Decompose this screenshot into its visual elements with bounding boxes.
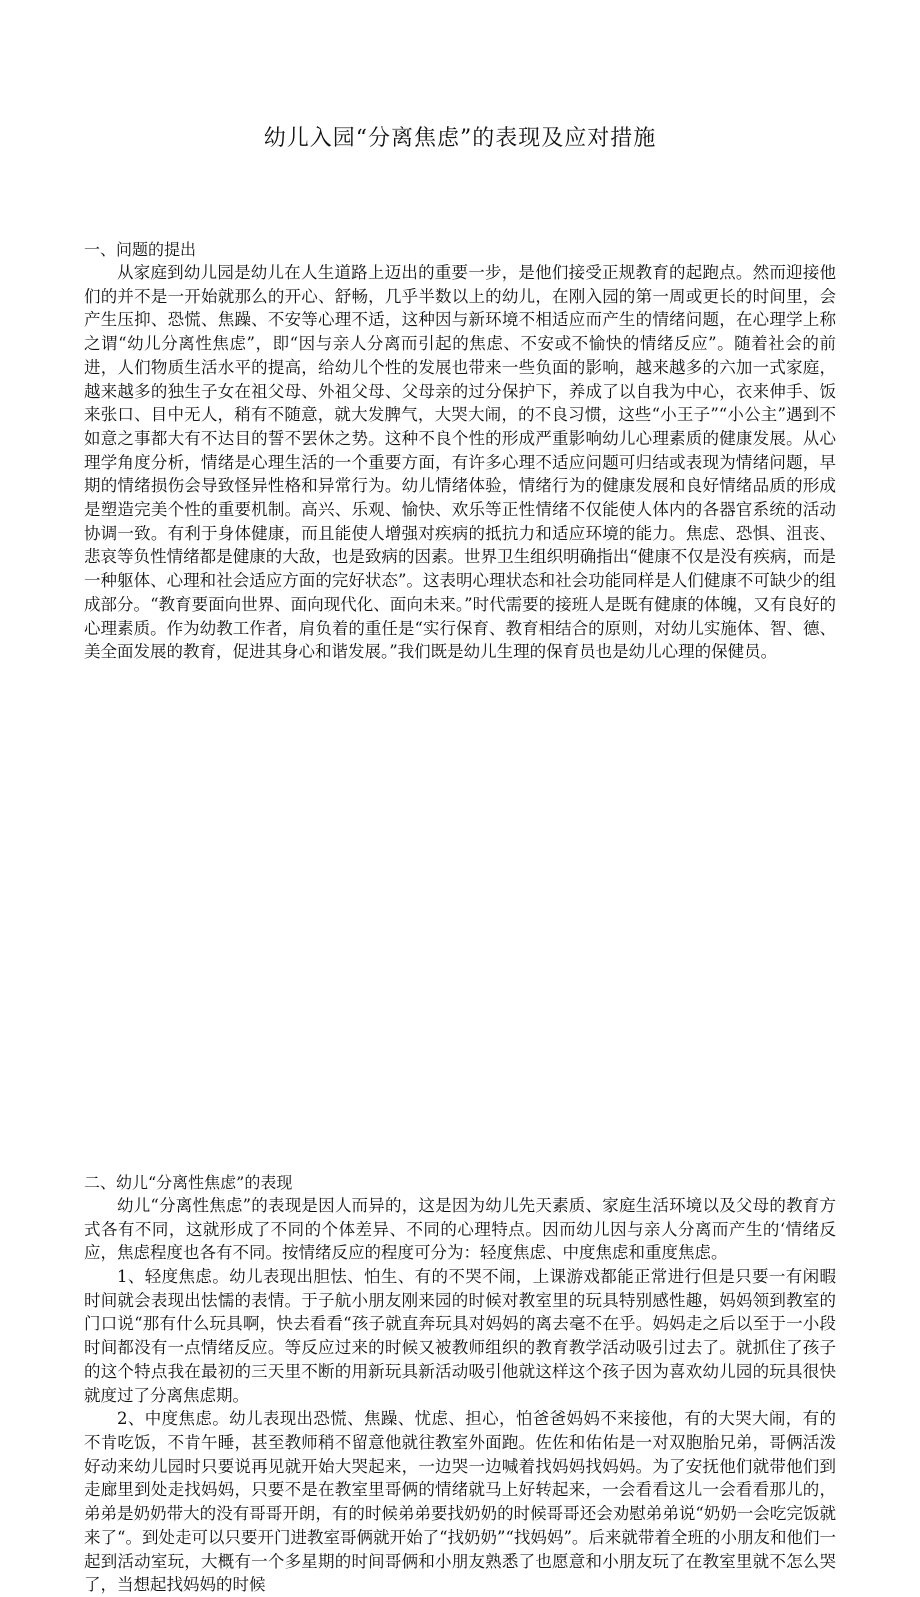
section-manifestation [84,1171,836,1597]
paragraph: 1、轻度焦虑。幼儿表现出胆怯、怕生、有的不哭不闹，上课游戏都能正常进行但是只要一有闲暇时间就会表现出怯懦的表情。于子航小朋友刚来园的时候对教室里的玩具特别感性趣，妈妈领到教室的门口说“那有什么玩具啊，快去看看“孩子就直奔玩具对妈妈的离去毫不在乎。妈妈走之后以至于一小段时间都没有一点情绪反应。等反应过来的时候又被教师组织的教育教学活动吸引过去了。就抓住了孩子的这个特点我在最初的三天里不断的用新玩具新活动吸引他就这样这个孩子因为喜欢幼儿园的玩具很快就度过了分离焦虑期。 [84,1267,836,1405]
section-heading: 一、问题的提出 [84,240,197,259]
paragraph: 2、中度焦虑。幼儿表现出恐慌、焦躁、忧虑、担心，怕爸爸妈妈不来接他，有的大哭大闹，有的不肯吃饭，不肯午睡，甚至教师稍不留意他就往教室外面跑。佐佐和佑佑是一对双胞胎兄弟，哥俩活泼好动来幼儿园时只要说再见就开始大哭起来，一边哭一边喊着找妈妈找妈妈。为了安抚他们就带他们到走廊里到处走找妈妈，只要不是在教室里哥俩的情绪就马上好转起来，一会看看这儿一会看看那儿的，弟弟是奶奶带大的没有哥哥开朗，有的时候弟弟要找奶奶的时候哥哥还会劝慰弟弟说“奶奶一会吃完饭就来了“。到处走可以只要开门进教室哥俩就开始了“找奶奶”“找妈妈”。后来就带着全班的小朋友和他们一起到活动室玩，大概有一个多星期的时间哥俩和小朋友熟悉了也愿意和小朋友玩了在教室里就不怎么哭了，当想起找妈妈的时候 [84,1409,836,1595]
document-page [84,0,836,1595]
paragraph: 幼儿“分离性焦虑”的表现是因人而异的，这是因为幼儿先天素质、家庭生活环境以及父母的教育方式各有不同，这就形成了不同的个体差异、不同的心理特点。因而幼儿因与亲人分离而产生的‘情绪反应，焦虑程度也各有不同。按情绪反应的程度可分为：轻度焦虑、中度焦虑和重度焦虑。 [84,1195,836,1263]
paragraph: 从家庭到幼儿园是幼儿在人生道路上迈出的重要一步，是他们接受正规教育的起跑点。然而迎接他们的并不是一开始就那么的开心、舒畅，几乎半数以上的幼儿，在刚入园的第一周或更长的时间里，会产生压抑、恐慌、焦躁、不安等心理不适，这种因与新环境不相适应而产生的情绪问题，在心理学上称之谓“幼儿分离性焦虑”，即“因与亲人分离而引起的焦虑、不安或不愉快的情绪反应”。随着社会的前进，人们物质生活水平的提高，给幼儿个性的发展也带来一些负面的影响，越来越多的六加一式家庭，越来越多的独生子女在祖父母、外祖父母、父母亲的过分保护下，养成了以自我为中心，衣来伸手、饭来张口、目中无人，稍有不随意，就大发脾气，大哭大闹，的不良习惯，这些“小王子”“小公主”遇到不如意之事都大有不达目的誓不罢休之势。这种不良个性的形成严重影响幼儿心理素质的健康发展。从心理学角度分析，情绪是心理生活的一个重要方面，有许多心理不适应问题可归结或表现为情绪问题，早期的情绪损伤会导致怪异性格和异常行为。幼儿情绪体验，情绪行为的健康发展和良好情绪品质的形成是塑造完美个性的重要机制。高兴、乐观、愉快、欢乐等正性情绪不仅能使人体内的各器官系统的活动协调一致。有利于身体健康，而且能使人增强对疾病的抵抗力和适应环境的能力。焦虑、恐惧、沮丧、悲哀等负性情绪都是健康的大敌，也是致病的因素。世界卫生组织明确指出“健康不仅是没有疾病，而是一种躯体、心理和社会适应方面的完好状态”。这表明心理状态和社会功能同样是人们健康不可缺少的组成部分。“教育要面向世界、面向现代化、面向未来。”时代需要的接班人是既有健康的体魄，又有良好的心理素质。作为幼教工作者，肩负着的重任是“实行保育、教育相结合的原则，对幼儿实施体、智、德、美全面发展的教育，促进其身心和谐发展。”我们既是幼儿生理的保育员也是幼儿心理的保健员。 [84,263,836,662]
section-heading: 二、幼儿“分离性焦虑”的表现 [84,1172,293,1192]
section-problem [84,238,836,664]
document-title: 幼儿入园“分离焦虑”的表现及应对措施 [263,126,657,151]
